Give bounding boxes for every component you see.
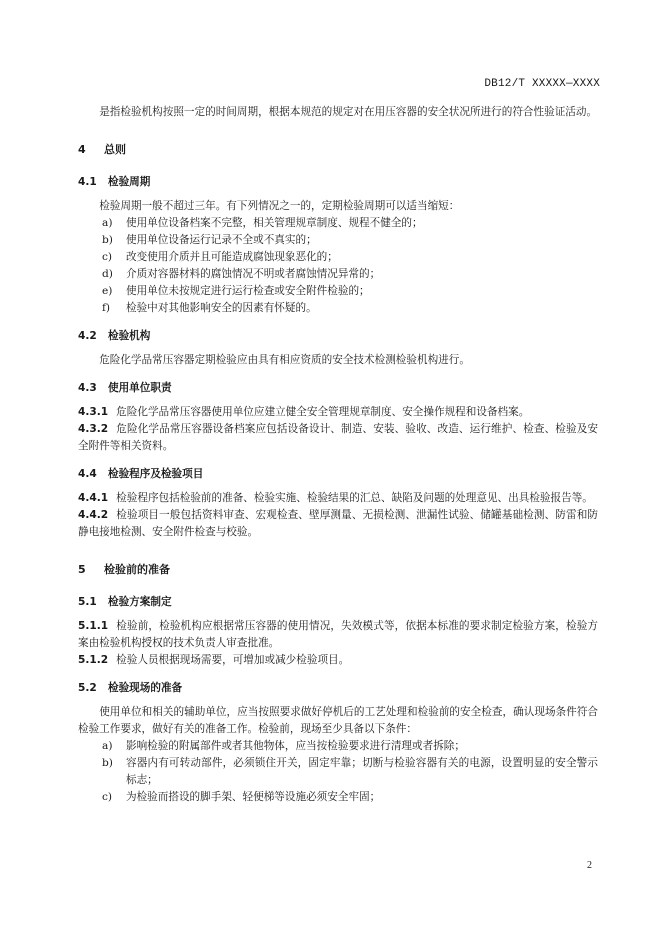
list-item (78, 232, 598, 249)
list-5-2 (78, 738, 598, 806)
list-text: 使用单位设备档案不完整，相关管理规章制度、规程不健全的； (126, 217, 423, 229)
subsection-number: 4.4 (78, 468, 97, 480)
list-marker: e) (102, 285, 113, 297)
document-code: DB12/T XXXXX—XXXX (484, 78, 600, 90)
clause-text: 检验前，检验机构应根据常压容器的使用情况，失效模式等，依据本标准的要求制定检验方案，检验方案由检验机构授权的技术负责人审查批准。 (78, 620, 598, 649)
clause-text: 危险化学品常压容器使用单位应建立健全安全管理规章制度、安全操作规程和设备档案。 (116, 406, 530, 418)
section-title: 总则 (104, 143, 126, 156)
subsection-title: 检验现场的准备 (108, 682, 183, 694)
subsection-heading-5-2 (78, 681, 598, 695)
list-text: 使用单位设备运行记录不全或不真实的； (126, 234, 317, 246)
document-body (78, 104, 598, 806)
clause-4-3-1 (78, 404, 598, 421)
list-item (78, 266, 598, 283)
clause-number: 4.4.2 (78, 509, 109, 521)
subsection-number: 5.2 (78, 682, 97, 694)
list-marker: a) (102, 217, 113, 229)
list-text: 改变使用介质并且可能造成腐蚀现象恶化的； (126, 251, 338, 263)
subsection-title: 检验程序及检验项目 (108, 468, 204, 480)
clause-4-4-2 (78, 507, 598, 541)
section-number: 5 (78, 563, 86, 576)
clause-4-4-1 (78, 490, 598, 507)
list-item (78, 738, 598, 755)
list-text: 检验中对其他影响安全的因素有怀疑的。 (126, 302, 317, 314)
list-item (78, 300, 598, 317)
subsection-title: 检验周期 (108, 176, 151, 188)
clause-4-3-2 (78, 421, 598, 455)
list-item (78, 283, 598, 300)
clause-text: 检验人员根据现场需要，可增加或减少检验项目。 (116, 654, 350, 666)
section-heading-4 (78, 143, 598, 157)
subsection-heading-5-1 (78, 595, 598, 609)
clause-text: 检验程序包括检验前的准备、检验实施、检验结果的汇总、缺陷及问题的处理意见、出具检验报告等。 (116, 492, 593, 504)
subsection-title: 检验机构 (108, 330, 151, 342)
clause-text: 检验项目一般包括资料审查、宏观检查、壁厚测量、无损检测、泄漏性试验、储罐基础检测、防雷和防静电接地检测、安全附件检查与校验。 (78, 509, 598, 538)
subsection-title: 检验方案制定 (108, 596, 172, 608)
list-item (78, 789, 598, 806)
paragraph-4-2: 危险化学品常压容器定期检验应由具有相应资质的安全技术检测检验机构进行。 (99, 354, 470, 366)
subsection-number: 4.2 (78, 330, 97, 342)
page-number: 2 (587, 860, 592, 871)
subsection-heading-4-2 (78, 329, 598, 343)
paragraph-5-2: 使用单位和相关的辅助单位，应当按照要求做好停机后的工艺处理和检验前的安全检查，确认现场条件符合检验工作要求，做好有关的准备工作。检验前，现场至少具备以下条件： (78, 706, 598, 735)
section-title: 检验前的准备 (104, 563, 170, 576)
clause-number: 4.4.1 (78, 492, 109, 504)
clause-number: 4.3.2 (78, 423, 109, 435)
subsection-heading-4-4 (78, 467, 598, 481)
list-marker: b) (102, 234, 113, 246)
list-marker: d) (102, 268, 113, 280)
paragraph-4-1: 检验周期一般不超过三年。有下列情况之一的，定期检验周期可以适当缩短： (99, 200, 460, 212)
clause-5-1-2 (78, 652, 598, 669)
list-marker: f) (102, 302, 111, 314)
list-item (78, 215, 598, 232)
list-text: 为检验而搭设的脚手架、轻便梯等设施必须安全牢固； (126, 791, 381, 803)
list-text: 影响检验的附属部件或者其他物体，应当按检验要求进行清理或者拆除； (126, 740, 465, 752)
subsection-heading-4-1 (78, 175, 598, 189)
clause-number: 5.1.1 (78, 620, 109, 632)
list-marker: c) (102, 251, 113, 263)
subsection-title: 使用单位职责 (108, 382, 172, 394)
subsection-number: 4.3 (78, 382, 97, 394)
list-marker: c) (102, 791, 113, 803)
intro-paragraph: 是指检验机构按照一定的时间周期，根据本规范的规定对在用压容器的安全状况所进行的符合性验证活动。 (99, 106, 598, 118)
clause-text: 危险化学品常压容器设备档案应包括设备设计、制造、安装、验收、改造、运行维护、检查、检验及安全附件等相关资料。 (78, 423, 598, 452)
subsection-number: 4.1 (78, 176, 97, 188)
list-item (78, 755, 598, 789)
list-text: 使用单位未按规定进行运行检查或安全附件检验的； (126, 285, 370, 297)
subsection-heading-4-3 (78, 381, 598, 395)
clause-number: 5.1.2 (78, 654, 109, 666)
list-marker: a) (102, 740, 113, 752)
list-text: 介质对容器材料的腐蚀情况不明或者腐蚀情况异常的； (126, 268, 381, 280)
section-heading-5 (78, 563, 598, 577)
list-item (78, 249, 598, 266)
clause-5-1-1 (78, 618, 598, 652)
list-marker: b) (102, 757, 113, 769)
list-text: 容器内有可转动部件，必须锁住开关，固定牢靠；切断与检验容器有关的电源，设置明显的安全警示标志； (126, 757, 598, 786)
subsection-number: 5.1 (78, 596, 97, 608)
section-number: 4 (78, 143, 86, 156)
clause-number: 4.3.1 (78, 406, 109, 418)
list-4-1 (78, 215, 598, 317)
